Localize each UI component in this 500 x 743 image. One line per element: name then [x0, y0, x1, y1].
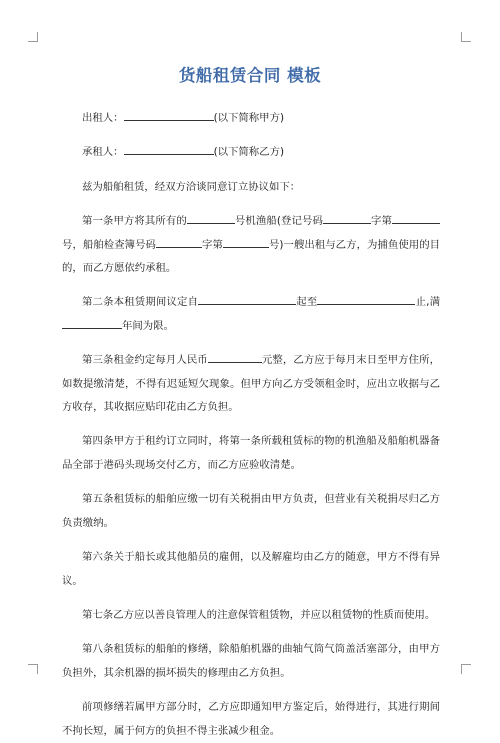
- article-1-text: 号机渔船(登记号码: [234, 215, 323, 228]
- article-3: [62, 349, 440, 419]
- crop-mark-top-left: [28, 32, 38, 42]
- article-1-text: 号，: [62, 238, 83, 251]
- article-4: 第四条甲方于租约订立同时，将第一条所载租赁标的物的机渔船及船舶机器备品全部于港码头现场交付乙方，而乙方应验收清楚。: [62, 435, 440, 471]
- article-2-text: 起至: [296, 296, 318, 309]
- article-9: 前项修缮若属甲方部分时，乙方应即通知甲方鉴定后，始得进行，其进行期间不拘长短，属于何方的负担不得主张减少租金。: [62, 701, 440, 737]
- preamble: 兹为船舶租赁，经双方洽谈同意订立协议如下：: [82, 180, 301, 193]
- crop-mark-bottom-right: [461, 664, 471, 674]
- article-1-text: 第一条甲方将其所有的: [82, 215, 187, 228]
- article-8: 第八条租赁标的船舶的修缮，除船舶机器的曲轴气筒气筒盖活塞部分，由甲方负担外，其余机器的损坏损失的修理由乙方负担。: [62, 643, 440, 679]
- article-5: 第五条租赁标的船舶应缴一切有关税捐由甲方负责，但营业有关税捐尽归乙方负责缴纳。: [62, 493, 440, 529]
- vessel-number-blank: [187, 212, 235, 224]
- article-1-text: 字第: [370, 215, 393, 228]
- term-start-blank: [198, 293, 296, 305]
- lessee-label: 承租人：: [82, 146, 124, 159]
- rent-amount-blank: [208, 351, 262, 363]
- lessor-label: 出租人：: [82, 112, 124, 124]
- registration-prefix-blank: [323, 212, 371, 224]
- crop-mark-bottom-left: [28, 664, 38, 674]
- lessor-suffix: (以下简称甲方): [213, 112, 285, 124]
- article-1-text: 字第: [201, 238, 223, 251]
- lessor-line: [62, 107, 440, 130]
- article-2-text: 第二条本租赁期间议定自: [82, 296, 199, 309]
- inspection-prefix-blank: [156, 236, 202, 248]
- article-7: 第七条乙方应以善良管理人的注意保管租赁物，并应以租赁物的性质而使用。: [82, 608, 436, 621]
- term-years-blank-b: [84, 317, 122, 329]
- term-years-blank-a: [62, 317, 84, 329]
- article-3-text: 元整，乙方应于每月末日至甲方住所，如数提缴清楚，不得有迟延短欠现象。但甲方向乙方受领租金时，应出立收据与乙方收存，其收据应贴印花由乙方负担。: [62, 354, 441, 414]
- article-1-text: 船舶检查簿号码: [82, 238, 156, 251]
- article-1: [62, 210, 440, 280]
- article-1-text: 号)一艘出租与乙方，为捕鱼使用的目的，而乙方愿依约承租。: [62, 238, 441, 275]
- article-6: 第六条关于船长或其他船员的雇佣，以及解雇均由乙方的随意，甲方不得有异议。: [62, 551, 440, 587]
- article-2-text: 止,满: [415, 296, 441, 309]
- term-end-blank: [317, 293, 415, 305]
- document-title: 货船租赁合同 模板: [178, 66, 322, 85]
- article-2: [62, 291, 440, 338]
- lessor-name-blank: [124, 109, 214, 121]
- crop-mark-top-right: [461, 32, 471, 42]
- inspection-number-blank: [223, 236, 269, 248]
- lessee-name-blank: [124, 143, 214, 155]
- lessee-line: [62, 141, 440, 164]
- article-2-text: 年间为限。: [122, 319, 174, 332]
- lessee-suffix: (以下简称乙方): [213, 146, 285, 159]
- registration-number-blank: [392, 212, 440, 224]
- article-3-text: 第三条租金约定每月人民币: [82, 354, 208, 367]
- contract-body: [62, 107, 440, 743]
